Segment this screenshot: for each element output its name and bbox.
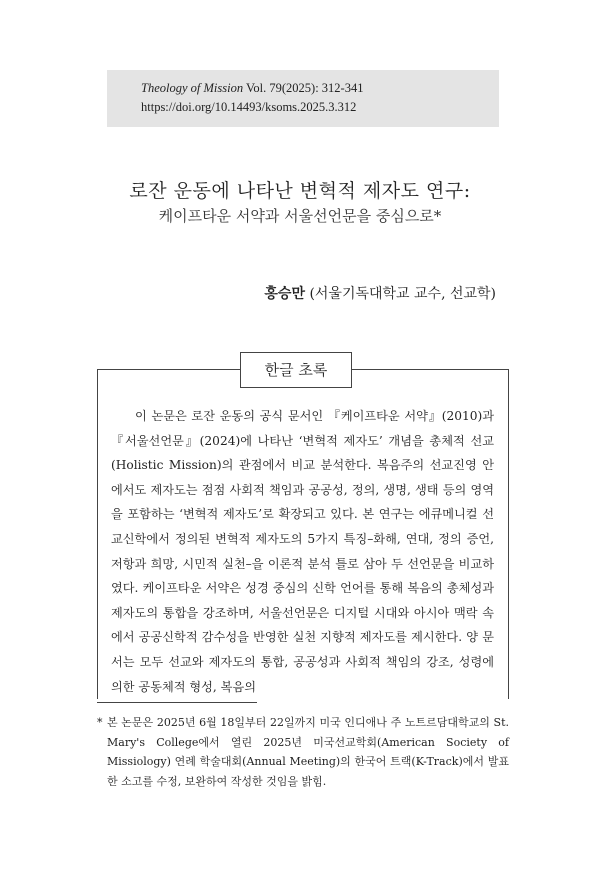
abstract-body bbox=[111, 404, 494, 696]
author-line bbox=[264, 283, 496, 303]
footnote-text: 본 논문은 2025년 6월 18일부터 22일까지 미국 인디애나 주 노트르담대학교의 St. Mary's College에서 열린 2025년 미국선교학회(American Society of Missiology) 연례 학술대회(Annual Meeting)의 한국어 트랙(K-Track)에서 발표한 소고를 수정, 보완하여 작성한 것임을 밝힘. bbox=[107, 716, 509, 788]
author-name: 홍승만 bbox=[264, 286, 305, 302]
journal-info-box bbox=[107, 70, 499, 127]
journal-doi: https://doi.org/10.14493/ksoms.2025.3.312 bbox=[141, 100, 357, 114]
abstract-paragraph: 이 논문은 로잔 운동의 공식 문서인 『케이프타운 서약』(2010)과 『서울선언문』(2024)에 나타난 ‘변혁적 제자도’ 개념을 총체적 선교(Holistic Mission)의 관점에서 비교 분석한다. 복음주의 선교진영 안에서도 제자도는 점점 사회적 책임과 공공성, 정의, 생명, 생태 등의 영역을 포함하는 ‘변혁적 제자도’로 확장되고 있다. 본 연구는 에큐메니컬 선교신학에서 정의된 변혁적 제자도의 5가지 특징–화해, 연대, 정의 증언, 저항과 희망, 시민적 실천–을 이론적 분석 틀로 삼아 두 선언문을 비교하였다. 케이프타운 서약은 성경 중심의 신학 언어를 통해 복음의 총체성과 제자도의 통합을 강조하며, 서울선언문은 디지털 시대와 아시아 맥락 속에서 공공신학적 감수성을 반영한 실천 지향적 제자도를 제시한다. 양 문서는 모두 선교와 제자도의 통합, 공공성과 사회적 책임의 강조, 성령에 의한 공동체적 형성, 복음의 bbox=[111, 409, 494, 694]
abstract-label: 한글 초록 bbox=[240, 352, 352, 388]
footnote-divider bbox=[97, 702, 257, 703]
paper-subtitle: 케이프타운 서약과 서울선언문을 중심으로* bbox=[158, 207, 442, 225]
footnote bbox=[97, 713, 509, 791]
journal-citation bbox=[141, 79, 499, 98]
journal-volume: Vol. 79(2025): 312-341 bbox=[246, 81, 364, 95]
author-affiliation: (서울기독대학교 교수, 선교학) bbox=[309, 286, 496, 302]
journal-name: Theology of Mission bbox=[141, 81, 244, 95]
paper-title: 로잔 운동에 나타난 변혁적 제자도 연구: bbox=[129, 180, 471, 202]
footnote-mark: * bbox=[97, 716, 103, 729]
